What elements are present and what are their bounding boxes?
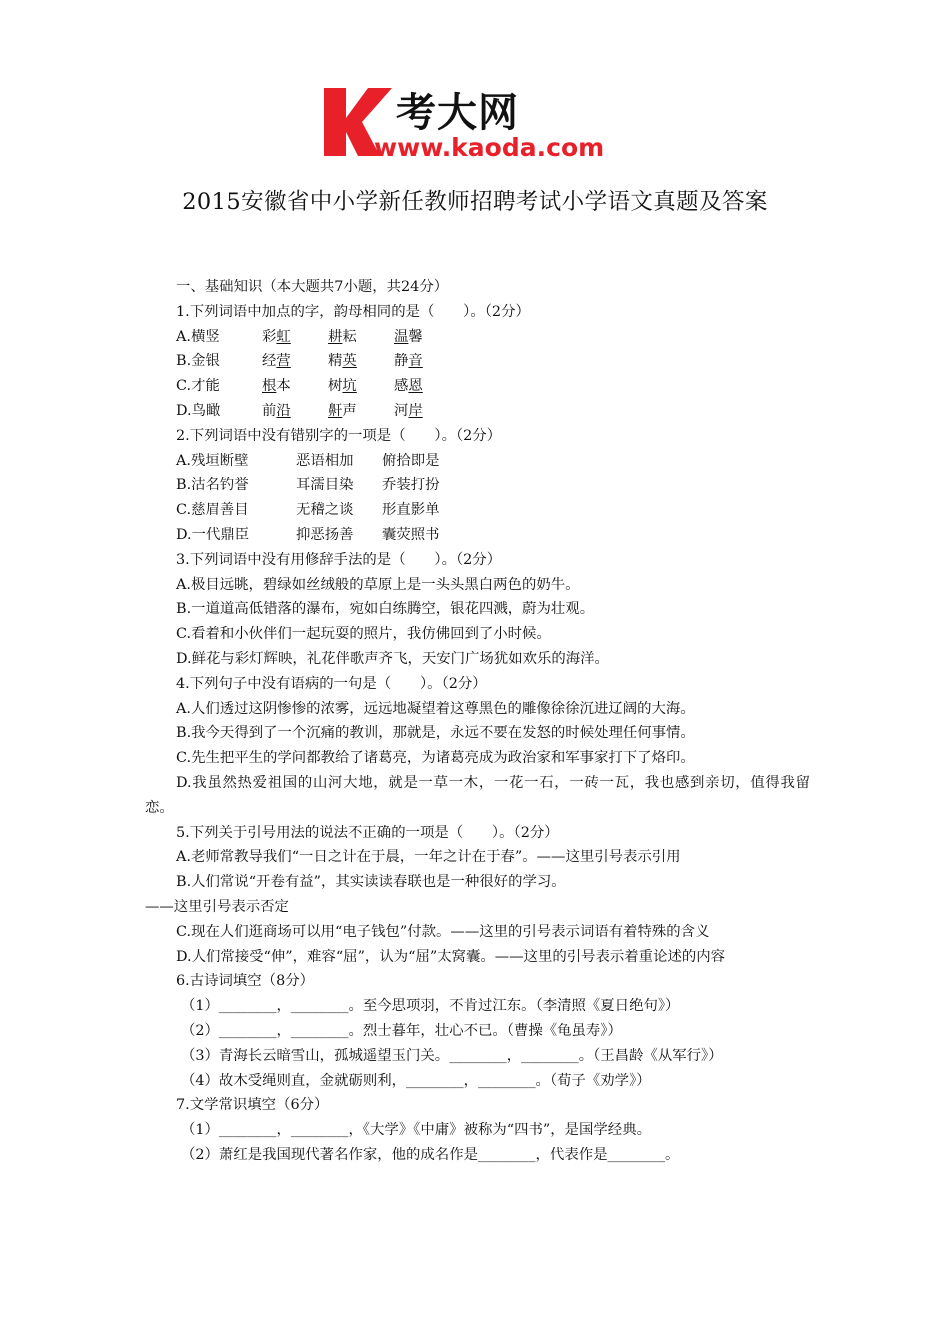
q3-stem: 3.下列词语中没有用修辞手法的是（ ）。（2分） xyxy=(176,551,502,568)
q5-option-b-note: ——这里引号表示否定 xyxy=(145,898,289,915)
q1-option-c: C.才能 根本 树坑 感恩 xyxy=(145,374,810,399)
q6-blank-4: （4）故木受绳则直，金就砺则利，________，________。（荀子《劝学》） xyxy=(181,1072,651,1089)
option-label: B.金银 xyxy=(176,353,220,370)
q1-option-d: D.鸟瞰 前沿 鼾声 河岸 xyxy=(145,399,810,424)
q2-option-a: A.残垣断壁 恶语相加 俯拾即是 xyxy=(176,452,440,469)
q5-option-b: B.人们常说“开卷有益”，其实读读春联也是一种很好的学习。 xyxy=(176,874,566,891)
q2-option-b: B.沽名钓誉 耳濡目染 乔装打扮 xyxy=(176,477,440,494)
option-label: C.才能 xyxy=(176,378,220,395)
q1-option-b: B.金银 经营 精英 静音 xyxy=(145,349,810,374)
q4-option-b: B.我今天得到了一个沉痛的教训，那就是，永远不要在发怒的时候处理任何事情。 xyxy=(176,725,695,742)
q3-option-d: D.鲜花与彩灯辉映，礼花伴歌声齐飞，天安门广场犹如欢乐的海洋。 xyxy=(176,650,609,667)
q5-option-d: D.人们常接受“伸”，难容“屈”，认为“屈”太窝囊。——这里的引号表示着重论述的内容 xyxy=(176,948,726,965)
q2-stem: 2.下列词语中没有错别字的一项是（ ）。（2分） xyxy=(176,427,502,444)
q4-option-a: A.人们透过这阴惨惨的浓雾，远远地凝望着这尊黑色的雕像徐徐沉进辽阔的大海。 xyxy=(176,700,695,717)
q6-stem: 6.古诗词填空（8分） xyxy=(176,973,315,990)
option-label: D.鸟瞰 xyxy=(176,402,221,419)
section-heading: 一、基础知识（本大题共7小题，共24分） xyxy=(176,279,449,295)
q7-stem: 7.文学常识填空（6分） xyxy=(176,1097,329,1114)
option-label: A.横竖 xyxy=(176,328,220,345)
exam-content xyxy=(145,275,810,1168)
q4-option-d: D.我虽然热爱祖国的山河大地，就是一草一木，一花一石，一砖一瓦，我也感到亲切，值得我留恋。 xyxy=(145,774,810,816)
kaoda-logo-graphic xyxy=(316,78,646,162)
q2-option-c: C.慈眉善目 无稽之谈 形直影单 xyxy=(176,502,440,519)
q1-stem: 1.下列词语中加点的字，韵母相同的是（ ）。（2分） xyxy=(176,303,530,320)
q7-blank-2: （2）萧红是我国现代著名作家，他的成名作是________，代表作是________。 xyxy=(181,1146,680,1163)
q7-blank-1: （1）________，________，《大学》《中庸》被称为“四书”，是国学经典。 xyxy=(181,1122,651,1139)
q3-option-c: C.看着和小伙伴们一起玩耍的照片，我仿佛回到了小时候。 xyxy=(176,626,551,643)
q3-option-a: A.极目远眺，碧绿如丝绒般的草原上是一头头黑白两色的奶牛。 xyxy=(176,576,580,593)
kaoda-logo xyxy=(316,78,646,162)
q5-option-a: A.老师常教导我们“一日之计在于晨，一年之计在于春”。——这里引号表示引用 xyxy=(176,849,681,866)
q4-option-c: C.先生把平生的学问都教给了诸葛亮，为诸葛亮成为政治家和军事家打下了烙印。 xyxy=(176,750,695,767)
q5-option-c: C.现在人们逛商场可以用“电子钱包”付款。——这里的引号表示词语有着特殊的含义 xyxy=(176,923,710,940)
q2-option-d: D.一代鼎臣 抑恶扬善 囊荧照书 xyxy=(176,526,440,543)
svg-text:www.kaoda.com: www.kaoda.com xyxy=(374,133,605,162)
q6-blank-1: （1）________，________。至今思项羽，不肯过江东。（李清照《夏日绝句》） xyxy=(181,998,680,1015)
q3-option-b: B.一道道高低错落的瀑布，宛如白练腾空，银花四溅，蔚为壮观。 xyxy=(176,601,595,618)
q4-stem: 4.下列句子中没有语病的一句是（ ）。（2分） xyxy=(176,675,487,692)
page-title: 2015安徽省中小学新任教师招聘考试小学语文真题及答案 xyxy=(182,189,768,215)
q6-blank-3: （3）青海长云暗雪山，孤城遥望玉门关。________，________。（王昌龄《从军行》） xyxy=(181,1047,723,1064)
q6-blank-2: （2）________，________。烈士暮年，壮心不已。（曹操《龟虽寿》） xyxy=(181,1022,622,1039)
q5-stem: 5.下列关于引号用法的说法不正确的一项是（ ）。（2分） xyxy=(176,824,559,841)
q1-option-a: A.横竖 彩虹 耕耘 温馨 xyxy=(145,325,810,350)
svg-text:考大网: 考大网 xyxy=(396,90,519,136)
